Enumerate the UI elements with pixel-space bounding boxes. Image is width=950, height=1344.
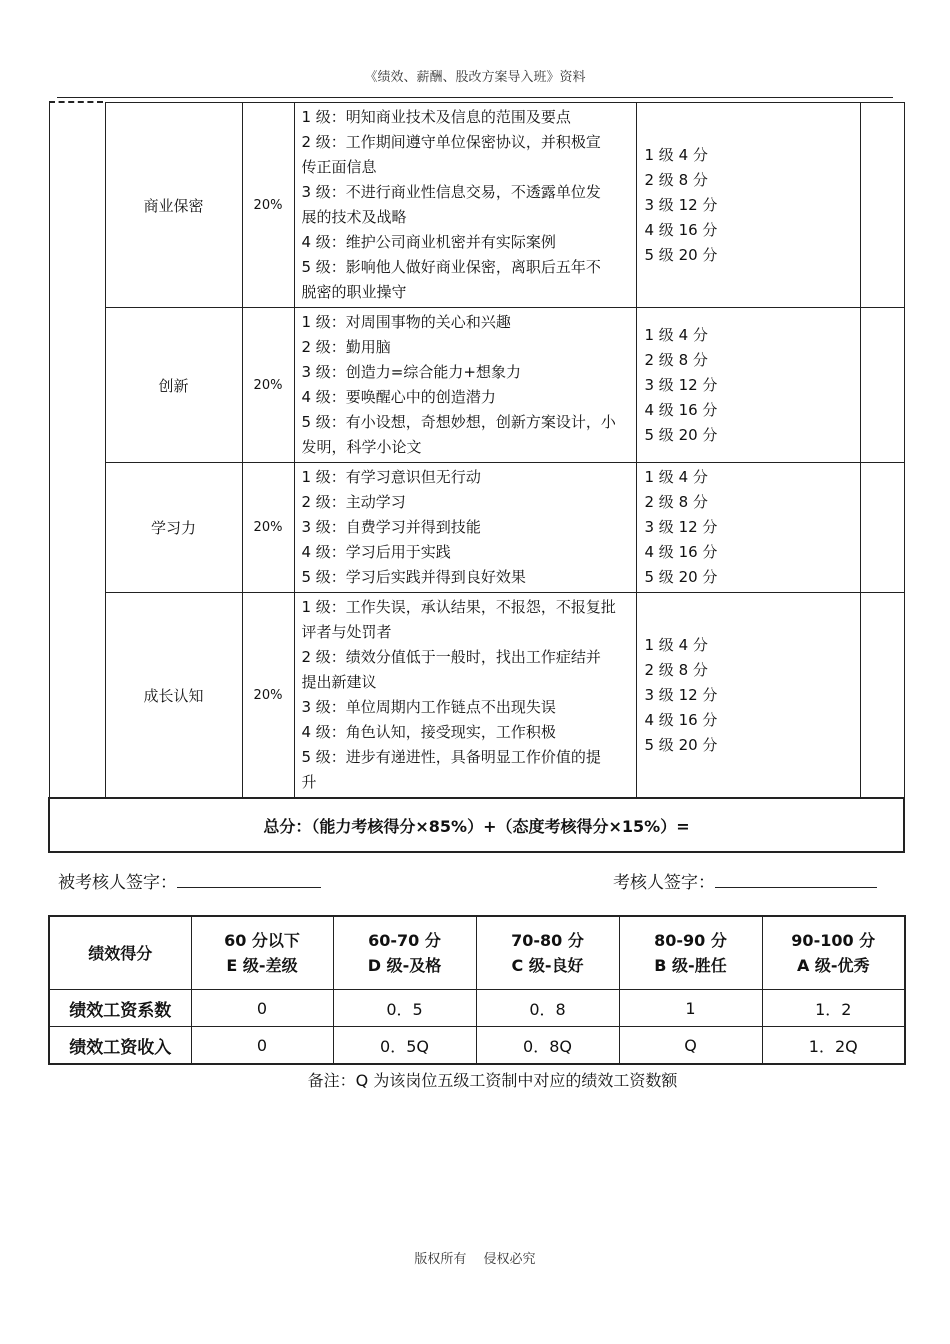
level-score: 2 级 8 分 [644,350,708,369]
level-score: 1 级 4 分 [644,145,708,164]
performance-value: 0．8 [476,990,619,1027]
score-entry-cell[interactable] [860,103,904,308]
level-score: 5 级 20 分 [644,425,718,444]
level-description-line: 5 级：影响他人做好商业保密，离职后五年不 [301,258,601,276]
criterion-scores [636,593,860,799]
grade-range: 60-70 分 [368,931,441,950]
criterion-weight: 20% [242,103,294,308]
grade-level: B 级-胜任 [654,956,727,975]
level-description-line: 传正面信息 [301,158,377,176]
assessor-signature-label: 考核人签字： [613,873,715,893]
level-description-line: 3 级：创造力=综合能力+想象力 [301,363,521,381]
level-description-line: 2 级：主动学习 [301,493,406,511]
level-description-line: 评者与处罚者 [301,623,392,641]
level-score: 2 级 8 分 [644,660,708,679]
level-description-line: 5 级：进步有递进性，具备明显工作价值的提 [301,748,601,766]
level-description-line: 脱密的职业操守 [301,283,407,301]
level-score: 4 级 16 分 [644,220,718,239]
criterion-levels [294,463,636,593]
grade-band-header [762,916,905,990]
performance-value: 1．2Q [762,1027,905,1065]
level-score: 4 级 16 分 [644,710,718,729]
note: 备注：Q 为该岗位五级工资制中对应的绩效工资数额 [307,1071,678,1090]
criterion-levels [294,308,636,463]
level-score: 5 级 20 分 [644,735,718,754]
page-header: 《绩效、薪酬、股改方案导入班》资料 [364,70,586,85]
grade-band-header [191,916,333,990]
criteria-row [49,593,904,799]
criteria-row [49,463,904,593]
level-score: 1 级 4 分 [644,325,708,344]
level-description-line: 2 级：勤用脑 [301,338,391,356]
criterion-weight: 20% [242,308,294,463]
level-description-line: 提出新建议 [301,673,377,691]
performance-value: 0．8Q [476,1027,619,1065]
criteria-row [49,308,904,463]
performance-value: 0．5Q [333,1027,476,1065]
level-description-line: 升 [301,773,317,791]
score-entry-cell[interactable] [860,593,904,799]
grade-range: 80-90 分 [654,931,727,950]
assessee-signature-label: 被考核人签字： [58,873,177,893]
grade-level: A 级-优秀 [796,956,870,975]
level-description-line: 4 级：要唤醒心中的创造潜力 [301,388,496,406]
criterion-name: 学习力 [105,463,242,593]
performance-row-label: 绩效工资收入 [49,1027,191,1065]
assessor-signature-line[interactable] [715,869,877,888]
level-score: 5 级 20 分 [644,568,718,586]
grade-range: 90-100 分 [791,931,876,950]
level-score: 1 级 4 分 [644,468,708,486]
level-score: 4 级 16 分 [644,400,718,419]
grade-level: E 级-差级 [226,956,298,975]
performance-row [49,990,905,1027]
criterion-name: 创新 [105,308,242,463]
level-score: 3 级 12 分 [644,685,718,704]
level-description-line: 3 级：自费学习并得到技能 [301,518,481,536]
level-description-line: 1 级：明知商业技术及信息的范围及要点 [301,108,571,126]
performance-score-header: 绩效得分 [49,916,191,990]
criteria-table [48,102,905,853]
level-description-line: 5 级：学习后实践并得到良好效果 [301,568,526,586]
header-divider [57,97,893,98]
level-description-line: 2 级：工作期间遵守单位保密协议，并积极宣 [301,133,601,151]
performance-row [49,1027,905,1065]
grade-band-header [619,916,762,990]
level-score: 3 级 12 分 [644,195,718,214]
level-score: 2 级 8 分 [644,170,708,189]
total-score-formula: 总分：（能力考核得分×85%）+（态度考核得分×15%）= [49,798,904,852]
level-description-line: 发明，科学小论文 [301,438,422,456]
criteria-row [49,103,904,308]
criterion-weight: 20% [242,463,294,593]
grade-band-header [476,916,619,990]
level-description-line: 3 级：单位周期内工作链点不出现失误 [301,698,556,716]
performance-value: 1．2 [762,990,905,1027]
level-description-line: 3 级：不进行商业性信息交易，不透露单位发 [301,183,601,201]
level-score: 4 级 16 分 [644,543,718,561]
level-description-line: 5 级：有小设想，奇想妙想，创新方案设计，小 [301,413,616,431]
criterion-levels [294,103,636,308]
assessee-signature-line[interactable] [177,869,321,888]
performance-value: Q [619,1027,762,1065]
level-description-line: 2 级：绩效分值低于一般时，找出工作症结并 [301,648,601,666]
level-description-line: 展的技术及战略 [301,208,407,226]
grade-level: D 级-及格 [367,956,442,975]
score-entry-cell[interactable] [860,463,904,593]
level-description-line: 4 级：维护公司商业机密并有实际案例 [301,233,556,251]
level-description-line: 1 级：工作失误，承认结果，不报怨，不报复批 [301,598,616,616]
level-description-line: 1 级：有学习意识但无行动 [301,468,481,486]
criterion-scores [636,308,860,463]
grade-range: 70-80 分 [511,931,584,950]
criterion-scores [636,463,860,593]
level-description-line: 1 级：对周围事物的关心和兴趣 [301,313,511,331]
score-entry-cell[interactable] [860,308,904,463]
grade-level: C 级-良好 [511,956,584,975]
level-description-line: 4 级：角色认知，接受现实，工作积极 [301,723,556,741]
criterion-name: 成长认知 [105,593,242,799]
performance-value: 0．5 [333,990,476,1027]
performance-value: 0 [191,1027,333,1065]
assessee-signature [58,868,321,893]
level-score: 1 级 4 分 [644,635,708,654]
performance-table [48,915,906,1065]
criterion-levels [294,593,636,799]
level-score: 5 级 20 分 [644,245,718,264]
grade-band-header [333,916,476,990]
level-score: 3 级 12 分 [644,375,718,394]
level-score: 2 级 8 分 [644,493,708,511]
page-footer: 版权所有 侵权必究 [414,1252,536,1267]
category-cell [49,103,105,799]
criterion-scores [636,103,860,308]
criterion-name: 商业保密 [105,103,242,308]
criterion-weight: 20% [242,593,294,799]
assessor-signature [613,868,877,893]
level-description-line: 4 级：学习后用于实践 [301,543,451,561]
level-score: 3 级 12 分 [644,518,718,536]
performance-row-label: 绩效工资系数 [49,990,191,1027]
grade-range: 60 分以下 [224,931,300,950]
performance-value: 0 [191,990,333,1027]
performance-value: 1 [619,990,762,1027]
